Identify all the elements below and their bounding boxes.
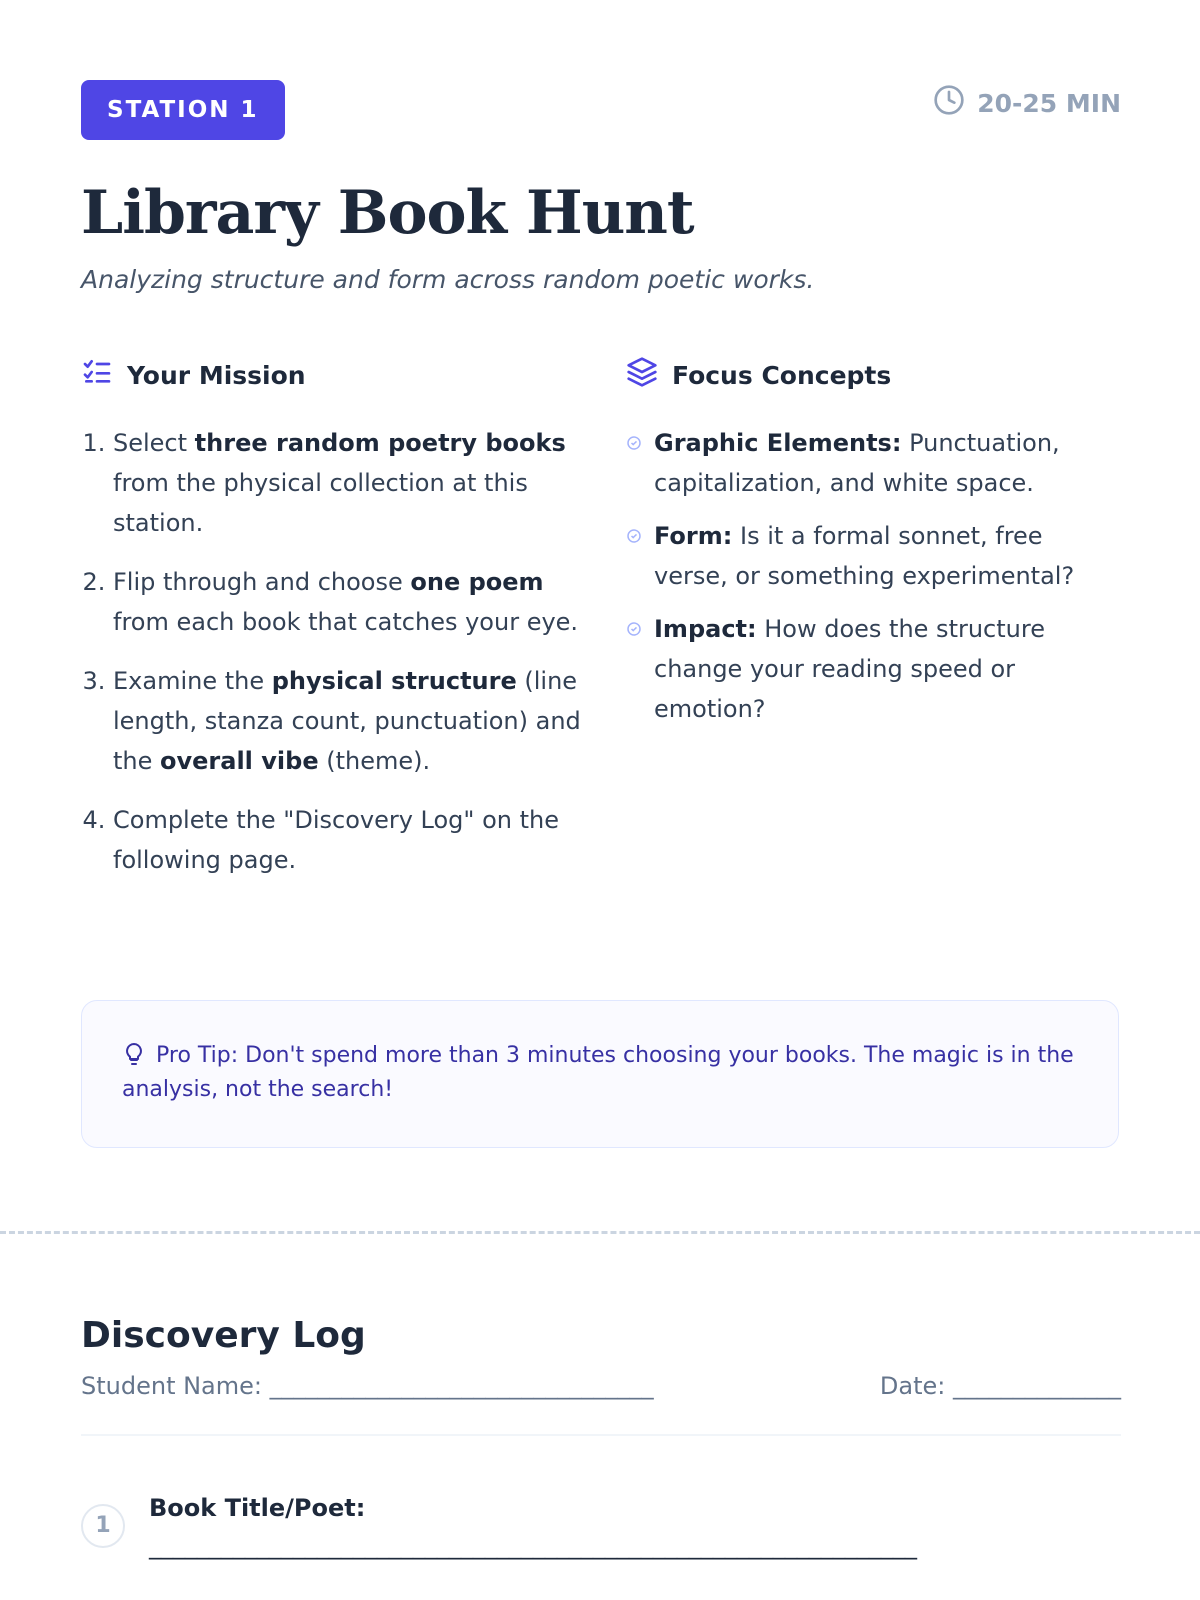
mission-step: 2. Flip through and choose one poem from each book that catches your eye. (113, 562, 581, 642)
discovery-log-title: Discovery Log (81, 1315, 366, 1356)
concepts-section (626, 355, 1121, 742)
page-cut-divider (0, 1231, 1200, 1234)
mission-heading (81, 355, 581, 395)
book-title-poet-label: Book Title/Poet: (149, 1494, 366, 1522)
entry-number-badge: 1 (81, 1504, 125, 1548)
book-title-poet-field[interactable]: ________________________________________________________________ (149, 1532, 917, 1560)
checklist-icon (81, 356, 113, 394)
mission-step: 4. Complete the "Discovery Log" on the following page. (113, 800, 581, 880)
student-name-field[interactable]: Student Name: ________________________________ (81, 1372, 654, 1400)
header-row (81, 80, 1121, 140)
mission-steps (81, 423, 581, 880)
lightbulb-icon (122, 1042, 146, 1066)
mission-section (81, 355, 581, 899)
pro-tip-text: Pro Tip: Don't spend more than 3 minutes choosing your books. The magic is in the analysis, not the search! (122, 1043, 1074, 1102)
circle-bullet-icon (626, 621, 642, 637)
concepts-heading-label: Focus Concepts (672, 360, 892, 390)
concepts-list (626, 423, 1121, 729)
concepts-heading (626, 355, 1121, 395)
pro-tip-box (81, 1000, 1119, 1148)
log-fields (81, 1372, 1121, 1412)
station-badge: STATION 1 (81, 80, 285, 140)
circle-bullet-icon (626, 528, 642, 544)
page-subtitle: Analyzing structure and form across random poetic works. (81, 265, 815, 294)
circle-bullet-icon (626, 435, 642, 451)
page-title: Library Book Hunt (81, 178, 694, 248)
concept-item: Form: Is it a formal sonnet, free verse, or something experimental? (626, 516, 1121, 596)
duration (933, 84, 1121, 122)
mission-heading-label: Your Mission (127, 360, 306, 390)
mission-step: 3. Examine the physical structure (line length, stanza count, punctuation) and the overall vibe (theme). (113, 661, 581, 781)
log-divider (81, 1434, 1121, 1436)
mission-step: 1. Select three random poetry books from the physical collection at this station. (113, 423, 581, 543)
layers-icon (626, 356, 658, 394)
date-field[interactable]: Date: ______________ (879, 1372, 1121, 1400)
concept-item: Impact: How does the structure change your reading speed or emotion? (626, 609, 1121, 729)
duration-label: 20-25 MIN (977, 88, 1121, 118)
clock-icon (933, 84, 965, 122)
concept-item: Graphic Elements: Punctuation, capitalization, and white space. (626, 423, 1121, 503)
